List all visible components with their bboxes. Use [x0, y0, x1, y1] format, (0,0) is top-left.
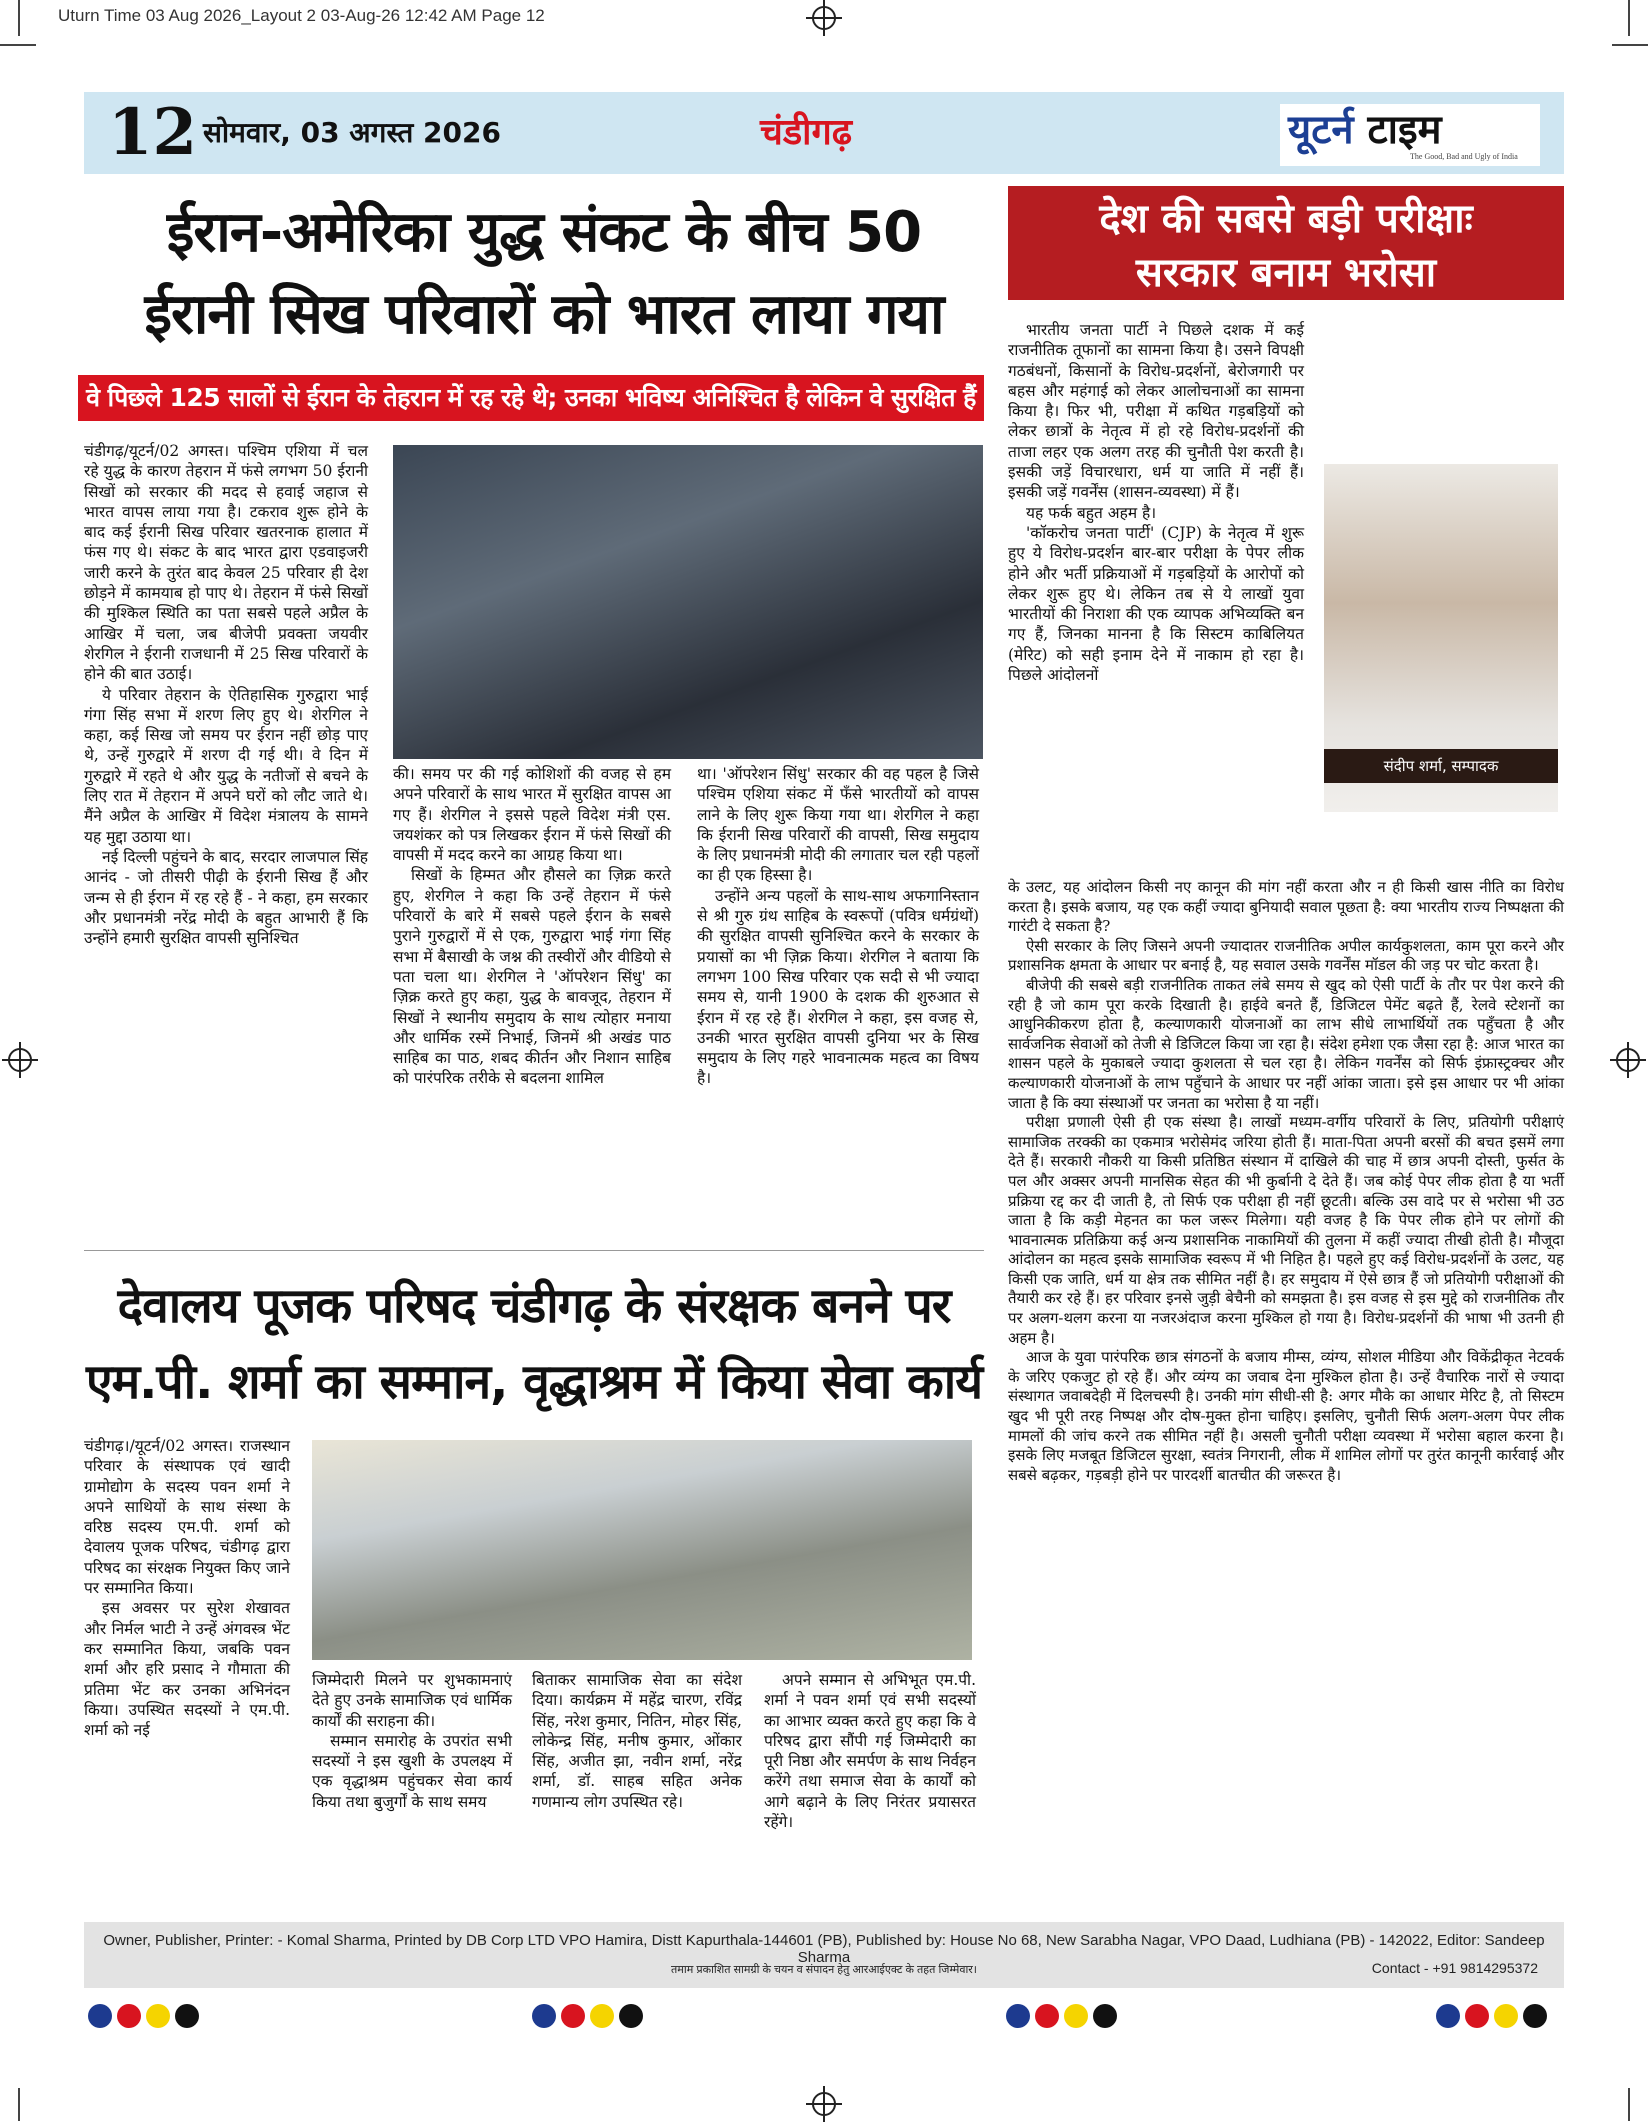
story2-column-3	[532, 1670, 742, 1812]
crop-mark	[0, 44, 36, 46]
color-dot	[1035, 2004, 1059, 2028]
story2-headline-line1: देवालय पूजक परिषद चंडीगढ़ के संरक्षक बनने पर	[117, 1278, 951, 1334]
crop-mark	[1628, 0, 1630, 36]
color-registration-dots	[1006, 2004, 1117, 2028]
disclaimer-line: तमाम प्रकाशित सामग्री के चयन व संपादन हेतु आरआईएक्ट के तहत जिम्मेवार।	[671, 1964, 977, 1976]
crop-mark	[1612, 44, 1648, 46]
paragraph: आज के युवा पारंपरिक छात्र संगठनों के बजाय मीम्स, व्यंग्य, सोशल मीडिया और विकेंद्रीकृत नेटवर्क के जरिए एकजुट हो रहे हैं। और व्यंग्य का जवाब देना मुश्किल होता है। उन्हें वैचारिक नारों से ज्यादा संस्थागत जवाबदेही में दिलचस्पी है। उनकी मांग सीधी-सी है: अगर मौके का आधार मेरिट है, तो सिस्टम खुद भी पूरी तरह निष्पक्ष और दोष-मुक्त होना चाहिए। इसलिए, चुनौती सिर्फ अलग-अलग पेपर लीक मामलों की जांच करने तक सीमित नहीं है। असली चुनौती परीक्षा व्यवस्था में भरोसा बहाल करना है। इसके लिए मजबूत डिजिटल सुरक्षा, स्वतंत्र निगरानी, लीक में शामिल लोगों पर तुरंत कानूनी कार्रवाई और सबसे बढ़कर, गड़बड़ी होने पर पारदर्शी बातचीत की जरूरत है।	[1008, 1348, 1564, 1484]
paragraph: ये परिवार तेहरान के ऐतिहासिक गुरुद्वारा भाई गंगा सिंह सभा में शरण लिए हुए थे। शेरगिल ने कहा, कई सिख जो समय पर ईरान नहीं छोड़ पाए थे, उन्हें गुरुद्वारे में शरण दी गई थी। वे दिन में गुरुद्वारे में रहते थे और युद्ध के नतीजों से बचने के लिए रात में तेहरान में अपने घरों को लौट जाते थे। मैंने अप्रैल के आखिर में विदेश मंत्रालय के सामने यह मुद्दा उठाया था।	[84, 685, 368, 846]
color-dot	[1523, 2004, 1547, 2028]
editorial-headline	[1008, 186, 1564, 300]
color-registration-dots	[1436, 2004, 1547, 2028]
paragraph: सम्मान समारोह के उपरांत सभी सदस्यों ने इस खुशी के उपलक्ष्य में एक वृद्धाश्रम पहुंचकर सेवा कार्य किया तथा बुजुर्गों के साथ समय	[312, 1731, 512, 1811]
imprint-line: Owner, Publisher, Printer: - Komal Sharma, Printed by DB Corp LTD VPO Hamira, Distt Kapurthala-144601 (PB), Published by: House No 68, New Sarabha Nagar, VPO Daad, Ludhiana (PB) - 142022, Editor: Sandeep Sharma	[103, 1932, 1545, 1966]
color-dot	[1006, 2004, 1030, 2028]
story2-column-1	[84, 1436, 290, 1740]
paragraph: बीजेपी की सबसे बड़ी राजनीतिक ताकत लंबे समय से खुद को ऐसी पार्टी के तौर पर पेश करने की रही है जो काम पूरा करके दिखाती है। हाईवे बनते हैं, डिजिटल पेमेंट बढ़ते हैं, रेलवे स्टेशनों का आधुनिकीकरण होता है, कल्याणकारी योजनाओं का लाभ सीधे लाभार्थियों तक पहुँचता है और सार्वजनिक सेवाओं को तेजी से डिजिटल किया जा रहा है। संदेश हमेशा एक जैसा रहा है: आज भारत का शासन पहले के मुकाबले ज्यादा कुशलता से चल रहा है। लेकिन गवर्नेंस को सिर्फ इंफ्रास्ट्रक्चर और कल्याणकारी योजनाओं के लाभ पहुँचाने के आधार पर नहीं आंका जाता। इसे इस आधार पर भी आंका जाता है कि क्या संस्थाओं पर जनता का भरोसा है या नहीं।	[1008, 975, 1564, 1112]
paragraph: बिताकर सामाजिक सेवा का संदेश दिया। कार्यक्रम में महेंद्र चारण, रविंद्र सिंह, नरेश कुमार, नितिन, मोहर सिंह, लोकेन्द्र सिंह, मनीष कुमार, ओंकार सिंह, अजीत झा, नवीन शर्मा, नरेंद्र शर्मा, डॉ. साहब सहित अनेक गणमान्य लोग उपस्थित रहे।	[532, 1671, 742, 1811]
color-dot	[561, 2004, 585, 2028]
newspaper-logo	[1280, 104, 1540, 166]
editorial-column-narrow	[1008, 320, 1304, 685]
color-dot	[1093, 2004, 1117, 2028]
color-dot	[590, 2004, 614, 2028]
color-dot	[117, 2004, 141, 2028]
imprint-footer	[84, 1922, 1564, 1988]
story1-column-3	[697, 764, 979, 1089]
paragraph: परीक्षा प्रणाली ऐसी ही एक संस्था है। लाखों मध्यम-वर्गीय परिवारों के लिए, प्रतियोगी परीक्षाएं सामाजिक तरक्की का एकमात्र भरोसेमंद जरिया होती हैं। माता-पिता अपनी बरसों की बचत इसमें लगा देते हैं। सरकारी नौकरी या किसी प्रतिष्ठित संस्थान में दाखिले की चाह में छात्र अपनी दोस्ती, फुर्सत के पल और अक्सर अपनी मानसिक सेहत की भी कुर्बानी दे देते हैं। जब कोई पेपर लीक होता है या भर्ती प्रक्रिया रद्द कर दी जाती है, तो सिर्फ एक परीक्षा ही नहीं छूटती। बल्कि उस वादे पर से भरोसा भी उठ जाता है कि कड़ी मेहनत का फल जरूर मिलेगा। यही वजह है कि पेपर लीक होने पर लोगों की भावनात्मक प्रतिक्रिया कई अन्य प्रशासनिक नाकामियों की तुलना में कहीं ज्यादा तीखी होती है। मौजूदा आंदोलन का महत्व इसके सामाजिक स्वरूप में भी निहित है। पहले हुए कई विरोध-प्रदर्शनों के उलट, यह किसी एक जाति, धर्म या क्षेत्र तक सीमित नहीं है। हर समुदाय में ऐसे छात्र हैं जो प्रतियोगी परीक्षाओं की तैयारी कर रहे हैं। हर परिवार इनसे जुड़ी बेचैनी को समझता है। इस वजह से इस मुद्दे को राजनीतिक तौर पर अलग-थलग करना या नजरअंदाज करना मुश्किल हो गया है। विरोध-प्रदर्शनों की भाषा भी उतनी ही अहम है।	[1008, 1113, 1564, 1347]
logo-tagline: The Good, Bad and Ugly of India	[1410, 152, 1518, 161]
portrait-caption: संदीप शर्मा, सम्पादक	[1324, 749, 1558, 783]
color-dot	[1494, 2004, 1518, 2028]
section-city: चंडीगढ़	[760, 112, 852, 153]
print-slug: Uturn Time 03 Aug 2026_Layout 2 03-Aug-26 12:42 AM Page 12	[58, 6, 545, 25]
color-dot	[619, 2004, 643, 2028]
story1-headline-line1: ईरान-अमेरिका युद्ध संकट के बीच 50	[166, 200, 922, 265]
color-dot	[532, 2004, 556, 2028]
logo-text-b: टाइम	[1353, 107, 1442, 153]
paragraph: यह फर्क बहुत अहम है।	[1026, 503, 1157, 522]
paragraph: भारतीय जनता पार्टी ने पिछले दशक में कई राजनीतिक तूफानों का सामना किया है। उसने विपक्षी गठबंधनों, किसानों के विरोध-प्रदर्शनों, बेरोजगारी पर बहस और महंगाई को लेकर आलोचनाओं का सामना किया है। फिर भी, परीक्षा में कथित गड़बड़ियों को लेकर छात्रों के नेतृत्व में हो रहे विरोध-प्रदर्शनों की ताजा लहर एक अलग तरह की चुनौती पेश करती है। इसकी जड़ें विचारधारा, धर्म या जाति में नहीं हैं। इसकी जड़ें गवर्नेंस (शासन-व्यवस्था) में हैं।	[1008, 321, 1304, 502]
crop-mark	[18, 0, 20, 36]
logo-text-a: यूटर्न	[1288, 107, 1354, 153]
story2-headline-line2: एम.पी. शर्मा का सम्मान, वृद्धाश्रम में किया सेवा कार्य	[85, 1354, 983, 1410]
color-dot	[175, 2004, 199, 2028]
paragraph: 'कॉकरोच जनता पार्टी' (CJP) के नेतृत्व में शुरू हुए ये विरोध-प्रदर्शन बार-बार परीक्षा के पेपर लीक होने और भर्ती प्रक्रियाओं में गड़बड़ियों के आरोपों को लेकर शुरू हुए थे। लेकिन तब से ये लाखों युवा भारतीयों की निराशा की एक व्यापक अभिव्यक्ति बन गए हैं, जिनका मानना है कि सिस्टम काबिलियत (मेरिट) को सही इनाम देने में नाकाम हो रहा है। पिछले आंदोलनों	[1008, 523, 1304, 685]
story2-headline	[84, 1268, 984, 1420]
color-registration-dots	[532, 2004, 643, 2028]
page-number: 12	[108, 95, 198, 170]
color-dot	[1465, 2004, 1489, 2028]
crop-mark	[1628, 2088, 1630, 2121]
paragraph: चंडीगढ़/यूटर्न/02 अगस्त। पश्चिम एशिया में चल रहे युद्ध के कारण तेहरान में फंसे लगभग 50 ईरानी सिखों को सरकार की मदद से हवाई जहाज से भारत वापस लाया गया है। टकराव शुरू होने के बाद कई ईरानी सिख परिवार खतरनाक हालात में फंस गए थे। संकट के बाद भारत द्वारा एडवाइजरी जारी करने के तुरंत बाद केवल 25 परिवार ही देश छोड़ने में कामयाब हो पाए थे। तेहरान में फंसे सिखों की मुश्किल स्थिति का पता सबसे पहले अप्रैल के आखिर में चला, जब बीजेपी प्रवक्ता जयवीर शेरगिल ने ईरानी राजधानी में 25 सिख परिवारों के होने की बात उठाई।	[84, 442, 368, 684]
paragraph: नई दिल्ली पहुंचने के बाद, सरदार लाजपाल सिंह आनंद - जो तीसरी पीढ़ी के ईरानी सिख हैं और जन्म से ही ईरान में रह रहे हैं - ने कहा, हम सरकार और प्रधानमंत्री नरेंद्र मोदी के बहुत आभारी हैं कि उन्होंने हमारी सुरक्षित वापसी सुनिश्चित	[84, 847, 368, 948]
story1-column-1	[84, 441, 368, 948]
registration-mark-icon	[812, 2092, 836, 2116]
registration-mark-icon	[1616, 1048, 1640, 1072]
story2-column-2	[312, 1670, 512, 1812]
story1-column-2	[393, 764, 671, 1089]
paragraph: के उलट, यह आंदोलन किसी नए कानून की मांग नहीं करता और न ही किसी खास नीति का विरोध करता है। इसके बजाय, यह एक कहीं ज्यादा बुनियादी सवाल पूछता है: क्या भारतीय राज्य निष्पक्षता की गारंटी दे सकता है?	[1008, 878, 1564, 936]
story1-headline-line2: ईरानी सिख परिवारों को भारत लाया गया	[144, 282, 944, 347]
paragraph: उन्होंने अन्य पहलों के साथ-साथ अफगानिस्तान से श्री गुरु ग्रंथ साहिब के स्वरूपों (पवित्र धर्मग्रंथों) की सुरक्षित वापसी सुनिश्चित करने के सरकार के प्रयासों का भी ज़िक्र किया। शेरगिल ने बताया कि लगभग 100 सिख परिवार एक सदी से भी ज्यादा समय से, यानी 1900 के दशक की शुरुआत से ईरान में रह रहे हैं। शेरगिल ने कहा, इस वजह से, उनकी भारत सुरक्षित वापसी दुनिया भर के सिख समुदाय के लिए गहरे भावनात्मक महत्व का विषय है।	[697, 886, 979, 1088]
paragraph: इस अवसर पर सुरेश शेखावत और निर्मल भाटी ने उन्हें अंगवस्त्र भेंट कर सम्मानित किया, जबकि पवन शर्मा और हरि प्रसाद ने गौमाता की प्रतिमा भेंट कर उनका अभिनंदन किया। उपस्थित सदस्यों ने एम.पी. शर्मा को नई	[84, 1599, 290, 1740]
color-dot	[146, 2004, 170, 2028]
paragraph: अपने सम्मान से अभिभूत एम.पी. शर्मा ने पवन शर्मा एवं सभी सदस्यों का आभार व्यक्त करते हुए कहा कि वे परिषद द्वारा सौंपी गई जिम्मेदारी का पूरी निष्ठा और समर्पण के साथ निर्वहन करेंगे तथा समाज सेवा के कार्यों को आगे बढ़ाने के लिए निरंतर प्रयासरत रहेंगे।	[764, 1671, 976, 1832]
crop-mark	[18, 2088, 20, 2121]
paragraph: सिखों के हिम्मत और हौसले का ज़िक्र करते हुए, शेरगिल ने कहा कि उन्हें तेहरान में फंसे परिवारों के बारे में सबसे पहले ईरान के सबसे पुराने गुरुद्वारों में से एक, गुरुद्वारा भाई गंगा सिंह सभा में बैसाखी के जश्न की तस्वीरों और वीडियो से पता चला था। शेरगिल ने 'ऑपरेशन सिंधु' का ज़िक्र करते हुए कहा, युद्ध के बावजूद, तेहरान में सिखों ने स्थानीय समुदाय के साथ त्योहार मनाया और धार्मिक रस्में निभाई, जिनमें श्री अखंड पाठ साहिब का पाठ, शबद कीर्तन और निशान साहिब को पारंपरिक तरीके से बदलना शामिल	[393, 866, 671, 1088]
paragraph: था। 'ऑपरेशन सिंधु' सरकार की वह पहल है जिसे पश्चिम एशिया संकट में फँसे भारतीयों को वापस लाने के लिए शुरू किया गया था। शेरगिल ने कहा कि ईरानी सिख परिवारों की वापसी, सिख समुदाय के लिए प्रधानमंत्री मोदी की लगातार चल रही पहलों का ही एक हिस्सा है।	[697, 765, 979, 885]
divider	[84, 1250, 984, 1251]
issue-date: सोमवार, 03 अगस्त 2026	[203, 116, 501, 149]
color-registration-dots	[88, 2004, 199, 2028]
paragraph: जिम्मेदारी मिलने पर शुभकामनाएं देते हुए उनके सामाजिक एवं धार्मिक कार्यों की सराहना की।	[312, 1671, 512, 1730]
color-dot	[1436, 2004, 1460, 2028]
editorial-headline-line2: सरकार बनाम भरोसा	[1135, 250, 1437, 296]
editorial-headline-line1: देश की सबसे बड़ी परीक्षाः	[1099, 196, 1473, 242]
paragraph: की। समय पर की गई कोशिशों की वजह से हम अपने परिवारों के साथ भारत में सुरक्षित वापस आ गए हैं। शेरगिल ने इससे पहले विदेश मंत्री एस. जयशंकर को पत्र लिखकर ईरान में फंसे सिखों की वापसी में मदद करने का आग्रह किया था।	[393, 765, 671, 865]
color-dot	[1064, 2004, 1088, 2028]
registration-mark-icon	[812, 6, 836, 30]
contact-line: Contact - +91 9814295372	[1371, 1960, 1538, 1976]
paragraph: ऐसी सरकार के लिए जिसने अपनी ज्यादातर राजनीतिक अपील कार्यकुशलता, काम पूरा करने और प्रशासनिक क्षमता के आधार पर बनाई है, यह सवाल उसके गवर्नेंस मॉडल की जड़ पर चोट करता है।	[1008, 936, 1564, 975]
story2-photo-group	[312, 1440, 972, 1660]
registration-mark-icon	[8, 1048, 32, 1072]
story2-column-4	[764, 1670, 976, 1832]
color-dot	[88, 2004, 112, 2028]
story1-photo-airport	[393, 445, 983, 759]
story1-subhead: वे पिछले 125 सालों से ईरान के तेहरान में रह रहे थे; उनका भविष्य अनिश्चित है लेकिन वे सुरक्षित हैं	[78, 375, 984, 421]
editorial-column-wide	[1008, 878, 1564, 1485]
paragraph: चंडीगढ़।/यूटर्न/02 अगस्त। राजस्थान परिवार के संस्थापक एवं खादी ग्रामोद्योग के सदस्य पवन शर्मा ने अपने साथियों के साथ संस्था के वरिष्ठ सदस्य एम.पी. शर्मा को देवालय पूजक परिषद, चंडीगढ़ द्वारा परिषद का संरक्षक नियुक्त किए जाने पर सम्मानित किया।	[84, 1437, 290, 1598]
story1-headline	[84, 192, 1004, 356]
